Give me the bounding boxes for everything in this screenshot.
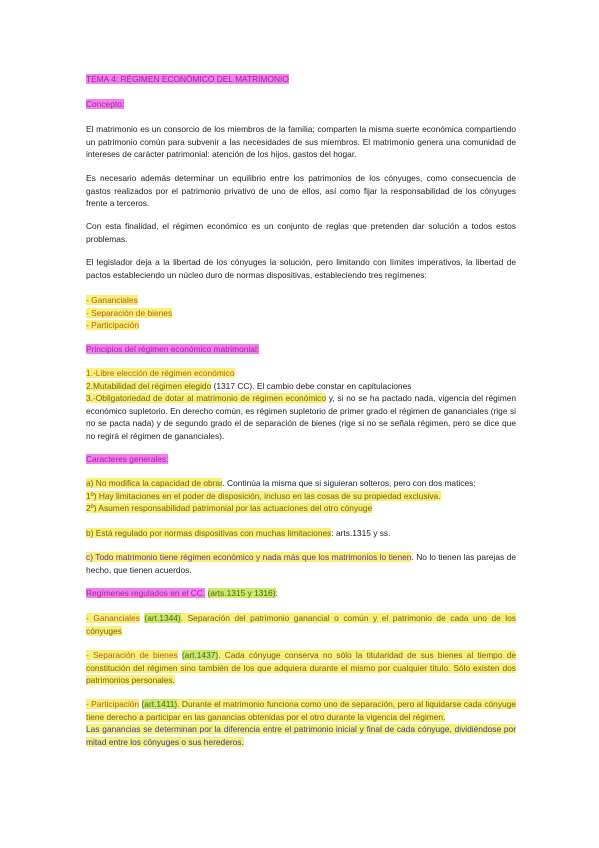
concepto-heading-text: Concepto: (86, 99, 125, 109)
concepto-paragraph-1: El matrimonio es un consorcio de los miembros de la familia; comparten la misma suerte económica compartiendo un patrimonio común para subvenir a las necesidades de sus miembros. El matrimonio genera una comunidad de intereses de carácter patrimonial: atención de los hijos, gastos del hogar. (86, 124, 516, 160)
regimen-separacion: - Separación de bienes (art.1437). Cada cónyuge conserva no sólo la titularidad de sus bienes al tiempo de constitución del régimen sino también de los que adquiera durante el mismo por cualquier título. Sólo existen dos patrimonios personales. (86, 650, 516, 686)
concepto-paragraph-3: Con esta finalidad, el régimen económico es un conjunto de reglas que pretenden dar solución a todos estos problemas. (86, 221, 516, 244)
caracteres-c: c) Todo matrimonio tiene régimen económico y nada más que los matrimonios lo tienen. No lo tienen las parejas de hecho, que tienen acuerdos. (86, 552, 516, 575)
regimen-participacion: - Participación (art.1411). Durante el matrimonio funciona como uno de separación, pero al liquidarse cada cónyuge tiene derecho a participar en las ganancias obtenidas por el otro durante la vigencia del régimen. Las ganancias se determinan por la diferencia entre el patrimonio inicial y final de cada cónyuge, dividiéndose por mitad entre los cónyuges o sus herederos. (86, 699, 516, 747)
list-item: 3.-Obligatoriedad de dotar al matrimonio de régimen económico y, si no se ha pactado nada, vigencia del régimen económico supletorio. En derecho común, es régimen supletorio de primer grado el régimen de gananciales (rige si no se pacta nada) y de segundo grado el de separación de bienes (rige si no se señala régimen, pero se dice que no regirá el régimen de gananciales). (86, 393, 516, 441)
caracteres-heading-text: Caracteres generales: (86, 454, 169, 464)
principios-heading (86, 343, 516, 356)
page-title (86, 73, 516, 86)
caracteres-b: b) Está regulado por normas dispositivas con muchas limitaciones: arts.1315 y ss. (86, 528, 391, 538)
concepto-paragraph-2: Es necesario además determinar un equilibrio entre los patrimonios de los cónyuges, como consecuencia de gastos realizados por el patrimonio privativo de uno de ellos, así como fijar la responsabilidad de los cónyuges frente a terceros. (86, 173, 516, 209)
regimen-gananciales: - Gananciales (art.1344). Separación del patrimonio ganancial o común y el patrimonio de cada uno de los cónyuges (86, 613, 516, 636)
list-item: - Separación de bienes (86, 307, 173, 318)
list-item: 1.-Libre elección de régimen económico (86, 368, 235, 378)
concepto-paragraph-4: El legislador deja a la libertad de los cónyuges la solución, pero limitando con límites imperativos, la libertad de pactos estableciendo un núcleo duro de normas dispositivas, estableciendo tres regímenes: (86, 257, 516, 280)
regimes-list (86, 294, 516, 332)
caracteres-heading (86, 453, 516, 466)
list-item: - Participación (86, 320, 140, 331)
regimenes-heading: Regímenes regulados en el CC. (arts.1315 y 1316): (86, 588, 278, 598)
list-item: 2.Mutabilidad del régimen elegido (1317 CC). El cambio debe constar en capitulaciones (86, 380, 412, 391)
principios-heading-text: Principios del régimen económico matrimonial: (86, 344, 260, 354)
concepto-heading (86, 98, 516, 111)
title-text: TEMA 4: RÉGIMEN ECONÓMICO DEL MATRIMONIO (86, 74, 289, 84)
list-item: - Gananciales (86, 295, 138, 305)
principios-list (86, 367, 516, 443)
caracteres-a: a) No modifica la capacidad de obrar. Continúa la misma que si siguieran solteros, pero con dos matices: 1º) Hay limitaciones en el poder de disposición, incluso en las cosas de su propiedad exclusiva. 2º) Asumen responsabilidad patrimonial por las actuaciones del otro cónyuge (86, 478, 476, 514)
